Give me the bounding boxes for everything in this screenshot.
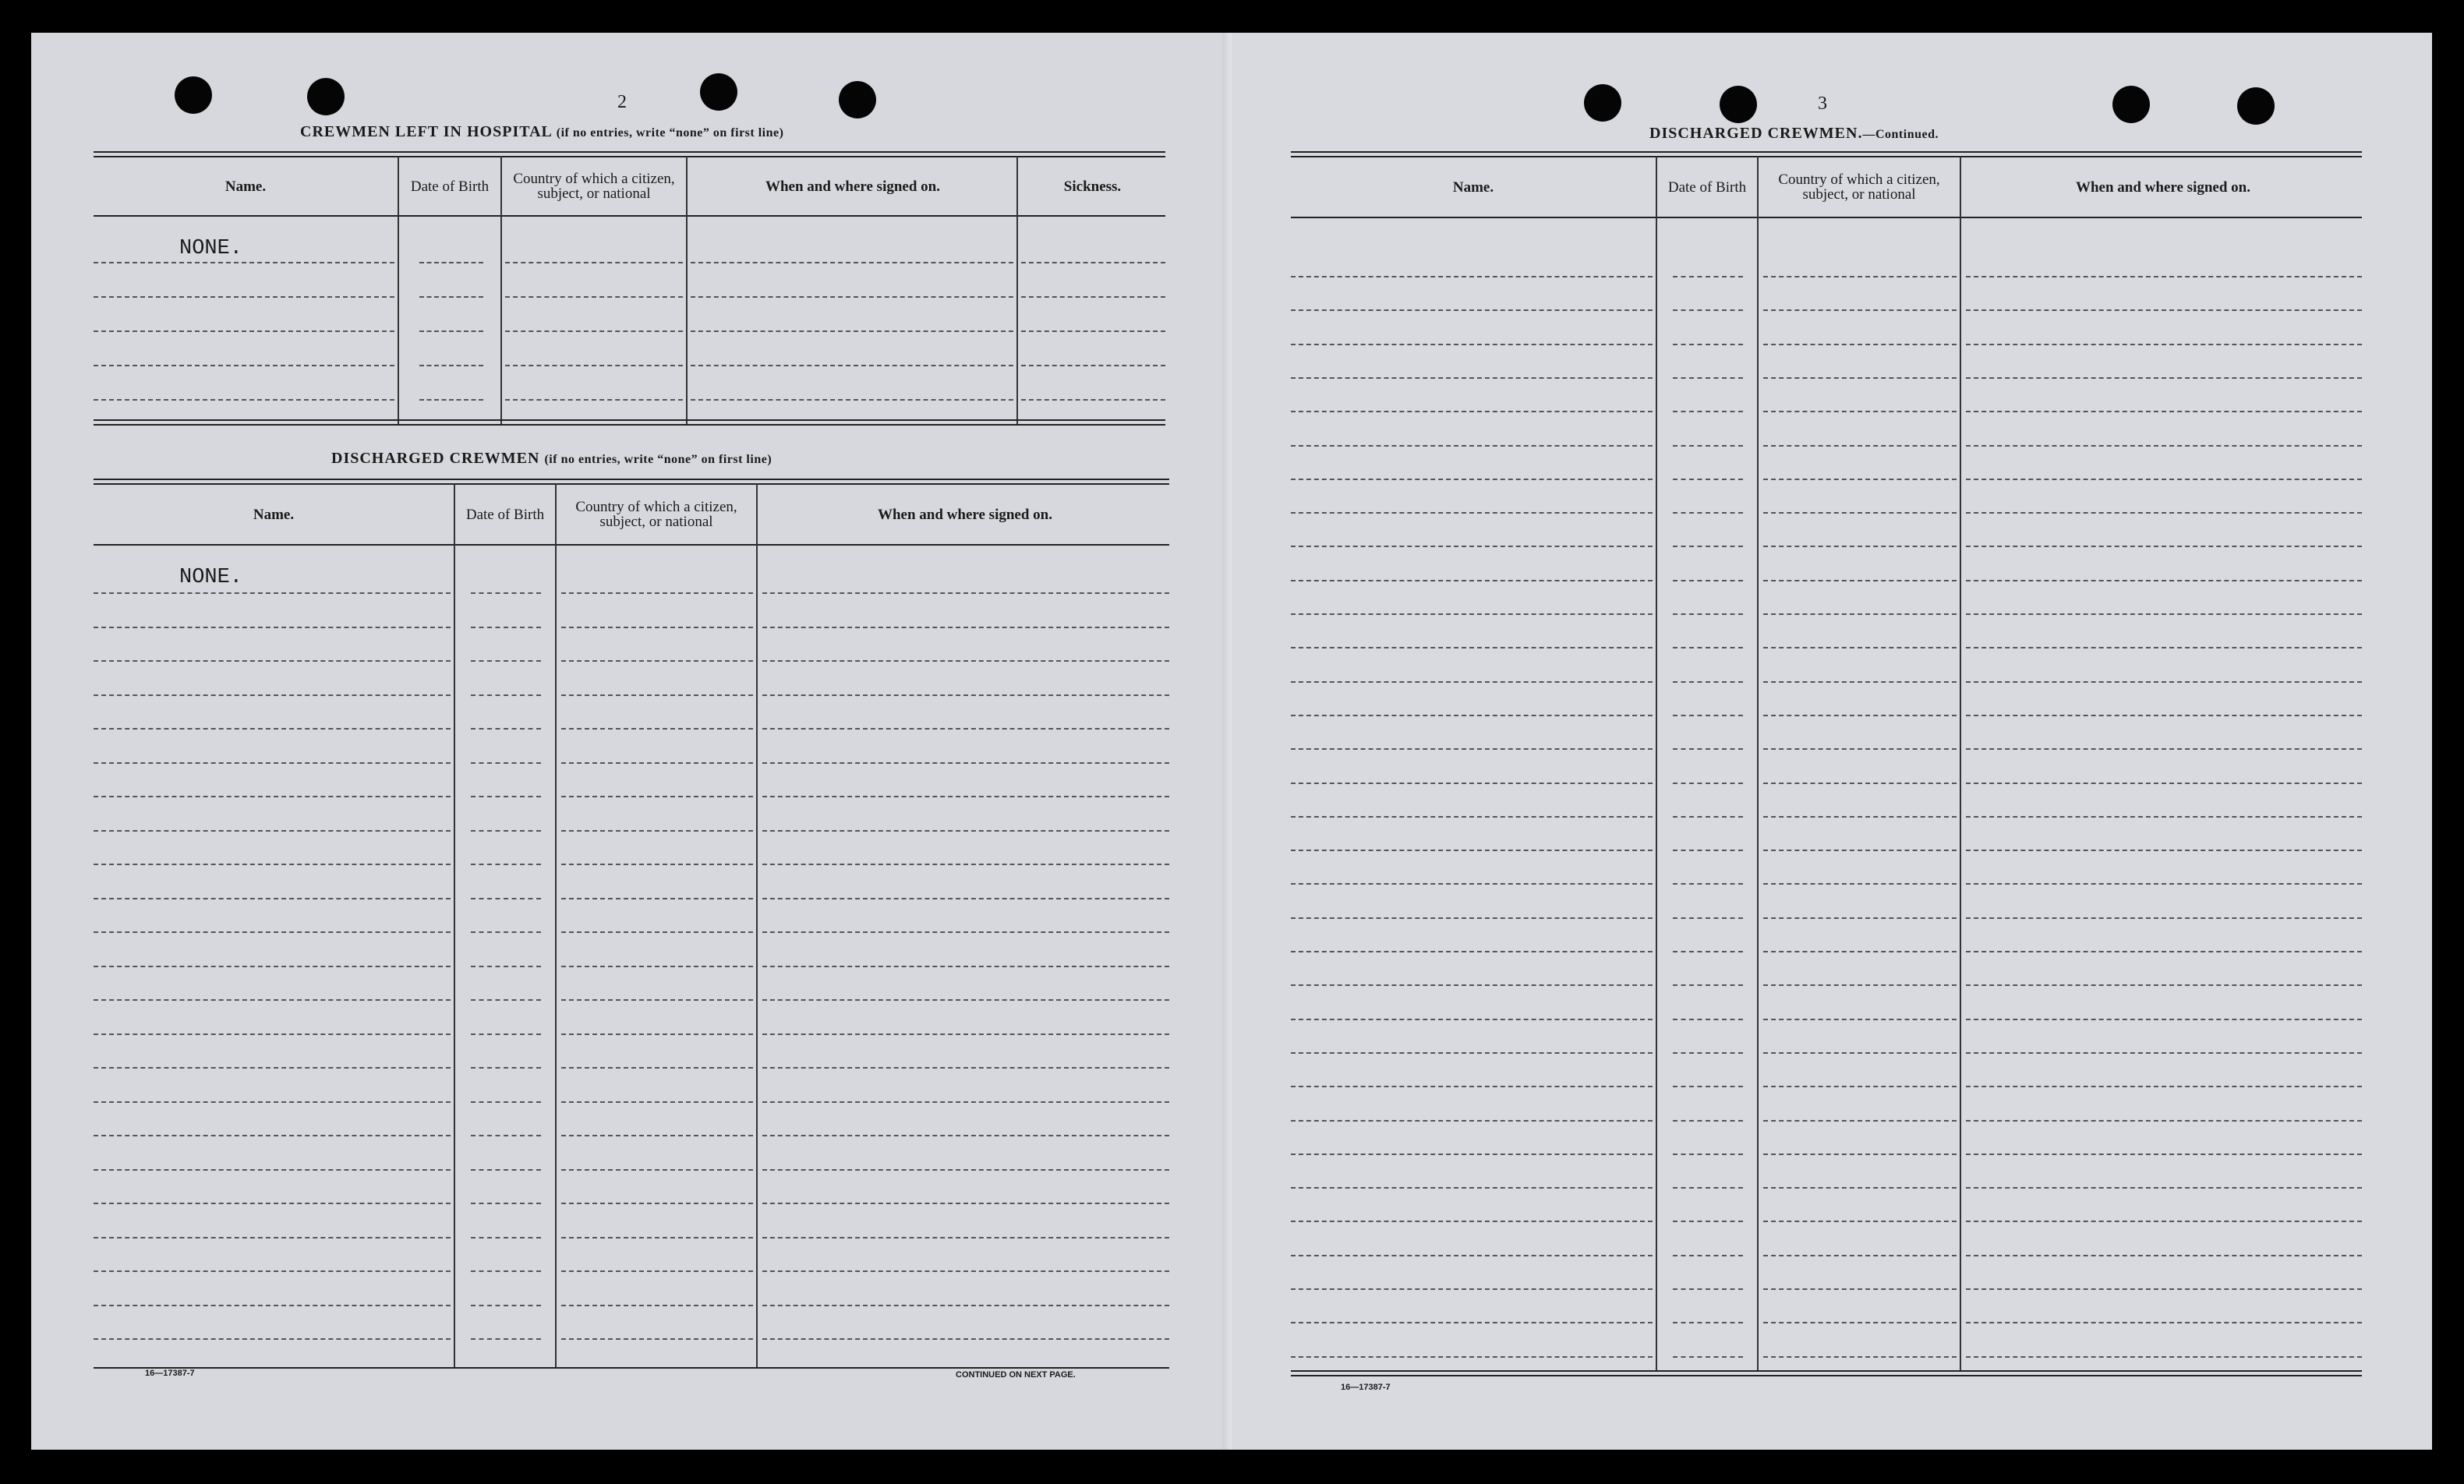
- ruled-row-line: [94, 966, 451, 967]
- ruled-row-line: [1966, 1120, 2362, 1122]
- punch-hole: [2112, 86, 2150, 123]
- ruled-row-line: [1673, 276, 1743, 277]
- ruled-row-line: [94, 660, 451, 662]
- ruled-row-line: [1763, 984, 1957, 986]
- ruled-row-line: [1966, 783, 2362, 784]
- ruled-row-line: [1763, 783, 1957, 784]
- col-header-date-of-birth: Date of Birth: [410, 178, 490, 195]
- ruled-row-line: [1763, 479, 1957, 480]
- ruled-row-line: [1291, 883, 1653, 885]
- ruled-row-line: [1966, 445, 2362, 447]
- ruled-row-line: [1966, 309, 2362, 311]
- ruled-row-line: [1673, 1120, 1743, 1122]
- ruled-row-line: [1673, 411, 1743, 412]
- ruled-row-line: [1291, 951, 1653, 952]
- ruled-row-line: [1673, 1255, 1743, 1256]
- ruled-row-line: [1966, 816, 2362, 818]
- ruled-row-line: [1291, 445, 1653, 447]
- ruled-row-line: [561, 1203, 753, 1204]
- ruled-row-line: [762, 999, 1169, 1001]
- ruled-row-line: [762, 660, 1169, 662]
- ruled-row-line: [94, 1067, 451, 1069]
- ruled-row-line: [1966, 1154, 2362, 1155]
- col-header-country: Country of which a citizen, subject, or national: [1778, 171, 1940, 203]
- ruled-row-line: [1291, 344, 1653, 345]
- ruled-row-line: [1673, 377, 1743, 379]
- ruled-row-line: [94, 1338, 451, 1340]
- ruled-row-line: [1763, 681, 1957, 683]
- ruled-row-line: [1966, 715, 2362, 716]
- punch-hole: [700, 73, 737, 111]
- ruled-row-line: [561, 627, 753, 628]
- col-header-date-of-birth: Date of Birth: [1667, 178, 1747, 196]
- ruled-row-line: [1673, 883, 1743, 885]
- ruled-row-line: [471, 1338, 541, 1340]
- ruled-row-line: [94, 796, 451, 797]
- discharged-continued-title: DISCHARGED CREWMEN.—Continued.: [1649, 125, 1939, 142]
- col-header-signed-on: When and where signed on.: [765, 178, 940, 195]
- ruled-row-line: [1966, 344, 2362, 345]
- ruled-row-line: [1966, 276, 2362, 277]
- ruled-row-line: [1291, 917, 1653, 919]
- ruled-row-line: [94, 999, 451, 1001]
- ruled-row-line: [561, 830, 753, 832]
- discharged-table: [94, 479, 1169, 1398]
- punch-hole: [2237, 87, 2275, 125]
- col-header-date-of-birth: Date of Birth: [465, 506, 545, 523]
- ruled-row-line: [1763, 546, 1957, 547]
- hospital-table: [94, 151, 1165, 463]
- ruled-row-line: [471, 660, 541, 662]
- ruled-row-line: [1291, 783, 1653, 784]
- ruled-row-line: [1291, 580, 1653, 581]
- ruled-row-line: [762, 966, 1169, 967]
- ruled-row-line: [471, 728, 541, 730]
- ruled-row-line: [1966, 681, 2362, 683]
- col-header-country: Country of which a citizen, subject, or national: [575, 499, 737, 530]
- form-code: 16—17387-7: [1341, 1383, 1391, 1392]
- ruled-row-line: [1966, 1221, 2362, 1222]
- ruled-row-line: [1966, 546, 2362, 547]
- ruled-row-line: [471, 762, 541, 764]
- ruled-row-line: [762, 898, 1169, 899]
- ruled-row-line: [1673, 917, 1743, 919]
- ruled-row-line: [1763, 512, 1957, 514]
- ruled-row-line: [94, 262, 394, 263]
- ruled-row-line: [94, 728, 451, 730]
- col-header-name: Name.: [224, 178, 267, 195]
- ruled-row-line: [1763, 1255, 1957, 1256]
- ruled-row-line: [1673, 951, 1743, 952]
- ruled-row-line: [561, 1270, 753, 1272]
- ruled-row-line: [94, 830, 451, 832]
- ruled-row-line: [1763, 816, 1957, 818]
- ruled-row-line: [561, 1305, 753, 1306]
- ruled-row-line: [1763, 917, 1957, 919]
- ruled-row-line: [1673, 1019, 1743, 1020]
- ruled-row-line: [94, 762, 451, 764]
- ruled-row-line: [1673, 681, 1743, 683]
- ruled-row-line: [94, 694, 451, 696]
- ruled-row-line: [1763, 1019, 1957, 1020]
- ruled-row-line: [1673, 613, 1743, 615]
- ruled-row-line: [1966, 512, 2362, 514]
- ruled-row-line: [94, 1169, 451, 1171]
- ruled-row-line: [471, 1034, 541, 1035]
- ruled-row-line: [1966, 377, 2362, 379]
- col-header-country: Country of which a citizen, subject, or national: [513, 171, 675, 202]
- page-number: 3: [1818, 94, 1827, 114]
- ruled-row-line: [1763, 951, 1957, 952]
- ruled-row-line: [1291, 647, 1653, 648]
- ruled-row-line: [1673, 512, 1743, 514]
- ruled-row-line: [1763, 445, 1957, 447]
- ruled-row-line: [419, 262, 483, 263]
- ruled-row-line: [1291, 1187, 1653, 1189]
- discharged-section-title: DISCHARGED CREWMEN (if no entries, write “none” on first line): [331, 450, 772, 467]
- ruled-row-line: [561, 898, 753, 899]
- ruled-row-line: [1021, 296, 1165, 298]
- ruled-row-line: [1966, 883, 2362, 885]
- ruled-row-line: [561, 999, 753, 1001]
- punch-hole: [1720, 86, 1757, 123]
- ruled-row-line: [471, 966, 541, 967]
- ruled-row-line: [94, 399, 394, 401]
- ruled-row-line: [561, 1135, 753, 1136]
- ruled-row-line: [1673, 1086, 1743, 1087]
- ruled-row-line: [691, 330, 1013, 332]
- hospital-section-title: CREWMEN LEFT IN HOSPITAL (if no entries, write “none” on first line): [300, 123, 784, 140]
- ruled-row-line: [419, 399, 483, 401]
- col-header-signed-on: When and where signed on.: [2075, 178, 2250, 196]
- ruled-row-line: [762, 864, 1169, 865]
- ruled-row-line: [762, 1338, 1169, 1340]
- ruled-row-line: [471, 830, 541, 832]
- ruled-row-line: [762, 931, 1169, 933]
- ruled-row-line: [1673, 344, 1743, 345]
- ruled-row-line: [1291, 613, 1653, 615]
- ruled-row-line: [691, 365, 1013, 366]
- ruled-row-line: [762, 1169, 1169, 1171]
- ruled-row-line: [471, 999, 541, 1001]
- ruled-row-line: [94, 330, 394, 332]
- ruled-row-line: [505, 330, 683, 332]
- ruled-row-line: [1673, 984, 1743, 986]
- ruled-row-line: [1291, 546, 1653, 547]
- col-header-signed-on: When and where signed on.: [877, 506, 1052, 523]
- ruled-row-line: [1291, 816, 1653, 818]
- ruled-row-line: [762, 1067, 1169, 1069]
- ruled-row-line: [1291, 1288, 1653, 1290]
- ruled-row-line: [1673, 783, 1743, 784]
- ruled-row-line: [1291, 1019, 1653, 1020]
- ruled-row-line: [1673, 479, 1743, 480]
- ruled-row-line: [1763, 850, 1957, 851]
- ruled-row-line: [1291, 1052, 1653, 1054]
- ruled-row-line: [1673, 546, 1743, 547]
- ruled-row-line: [1291, 748, 1653, 750]
- ruled-row-line: [1291, 512, 1653, 514]
- ruled-row-line: [1291, 1356, 1653, 1358]
- ruled-row-line: [94, 365, 394, 366]
- ruled-row-line: [1763, 377, 1957, 379]
- ruled-row-line: [1673, 309, 1743, 311]
- ruled-row-line: [1291, 715, 1653, 716]
- punch-hole: [1584, 84, 1621, 122]
- ruled-row-line: [762, 1203, 1169, 1204]
- ruled-row-line: [1966, 479, 2362, 480]
- ruled-row-line: [1763, 580, 1957, 581]
- ruled-row-line: [471, 627, 541, 628]
- ruled-row-line: [1763, 1187, 1957, 1189]
- ruled-row-line: [561, 796, 753, 797]
- ruled-row-line: [691, 399, 1013, 401]
- ruled-row-line: [762, 762, 1169, 764]
- ruled-row-line: [762, 1305, 1169, 1306]
- ruled-row-line: [1763, 1154, 1957, 1155]
- ruled-row-line: [1291, 1154, 1653, 1155]
- ruled-row-line: [1966, 647, 2362, 648]
- ruled-row-line: [94, 1270, 451, 1272]
- ruled-row-line: [505, 262, 683, 263]
- ruled-row-line: [561, 1237, 753, 1238]
- punch-hole: [175, 76, 212, 114]
- ruled-row-line: [1763, 344, 1957, 345]
- form-page-right: [1232, 33, 2432, 1450]
- ruled-row-line: [561, 1067, 753, 1069]
- ruled-row-line: [94, 1305, 451, 1306]
- ruled-row-line: [561, 728, 753, 730]
- ruled-row-line: [1966, 1086, 2362, 1087]
- ruled-row-line: [1291, 479, 1653, 480]
- ruled-row-line: [94, 864, 451, 865]
- ruled-row-line: [762, 796, 1169, 797]
- ruled-row-line: [561, 592, 753, 594]
- ruled-row-line: [561, 1101, 753, 1103]
- ruled-row-line: [762, 1270, 1169, 1272]
- ruled-row-line: [94, 296, 394, 298]
- ruled-row-line: [762, 1034, 1169, 1035]
- ruled-row-line: [94, 592, 451, 594]
- ruled-row-line: [1673, 580, 1743, 581]
- ruled-row-line: [1291, 1322, 1653, 1323]
- ruled-row-line: [471, 864, 541, 865]
- ruled-row-line: [1291, 1221, 1653, 1222]
- punch-hole: [307, 78, 345, 115]
- ruled-row-line: [1966, 1356, 2362, 1358]
- ruled-row-line: [561, 660, 753, 662]
- ruled-row-line: [561, 1169, 753, 1171]
- ruled-row-line: [94, 1135, 451, 1136]
- continued-note: CONTINUED ON NEXT PAGE.: [956, 1370, 1076, 1380]
- ruled-row-line: [762, 728, 1169, 730]
- ruled-row-line: [1673, 715, 1743, 716]
- ruled-row-line: [1763, 1322, 1957, 1323]
- ruled-row-line: [471, 1067, 541, 1069]
- ruled-row-line: [505, 296, 683, 298]
- form-code: 16—17387-7: [145, 1369, 195, 1378]
- ruled-row-line: [762, 694, 1169, 696]
- ruled-row-line: [419, 365, 483, 366]
- ruled-row-line: [561, 966, 753, 967]
- ruled-row-line: [471, 1101, 541, 1103]
- ruled-row-line: [1673, 1288, 1743, 1290]
- ruled-row-line: [561, 864, 753, 865]
- ruled-row-line: [1966, 1288, 2362, 1290]
- ruled-row-line: [1291, 1120, 1653, 1122]
- ruled-row-line: [1763, 1288, 1957, 1290]
- ruled-row-line: [1673, 850, 1743, 851]
- ruled-row-line: [1673, 1322, 1743, 1323]
- ruled-row-line: [94, 931, 451, 933]
- ruled-row-line: [561, 1034, 753, 1035]
- ruled-row-line: [1673, 1154, 1743, 1155]
- ruled-row-line: [1966, 1187, 2362, 1189]
- ruled-row-line: [691, 262, 1013, 263]
- ruled-row-line: [471, 694, 541, 696]
- ruled-row-line: [1763, 715, 1957, 716]
- ruled-row-line: [1966, 1255, 2362, 1256]
- ruled-row-line: [1966, 1052, 2362, 1054]
- ruled-row-line: [1966, 1322, 2362, 1323]
- ruled-row-line: [1021, 365, 1165, 366]
- ruled-row-line: [762, 592, 1169, 594]
- ruled-row-line: [1673, 647, 1743, 648]
- ruled-row-line: [1763, 309, 1957, 311]
- ruled-row-line: [1673, 816, 1743, 818]
- ruled-row-line: [419, 296, 483, 298]
- ruled-row-line: [471, 931, 541, 933]
- ruled-row-line: [1966, 951, 2362, 952]
- ruled-row-line: [1763, 883, 1957, 885]
- ruled-row-line: [1673, 748, 1743, 750]
- ruled-row-line: [1291, 850, 1653, 851]
- ruled-row-line: [471, 592, 541, 594]
- ruled-row-line: [1291, 1255, 1653, 1256]
- ruled-row-line: [1673, 1221, 1743, 1222]
- ruled-row-line: [561, 931, 753, 933]
- ruled-row-line: [1763, 748, 1957, 750]
- ruled-row-line: [762, 1237, 1169, 1238]
- ruled-row-line: [762, 1101, 1169, 1103]
- form-page-left: [31, 33, 1232, 1450]
- ruled-row-line: [1763, 1086, 1957, 1087]
- ruled-row-line: [1966, 984, 2362, 986]
- ruled-row-line: [1966, 1019, 2362, 1020]
- ruled-row-line: [1291, 276, 1653, 277]
- ruled-row-line: [1291, 984, 1653, 986]
- ruled-row-line: [1673, 1356, 1743, 1358]
- col-header-name: Name.: [1452, 178, 1494, 196]
- ruled-row-line: [762, 830, 1169, 832]
- ruled-row-line: [1763, 1356, 1957, 1358]
- ruled-row-line: [1673, 445, 1743, 447]
- ruled-row-line: [1673, 1187, 1743, 1189]
- ruled-row-line: [561, 1338, 753, 1340]
- ruled-row-line: [1966, 613, 2362, 615]
- ruled-row-line: [471, 1305, 541, 1306]
- ruled-row-line: [1291, 681, 1653, 683]
- ruled-row-line: [94, 1203, 451, 1204]
- ruled-row-line: [561, 762, 753, 764]
- ruled-row-line: [94, 627, 451, 628]
- ruled-row-line: [471, 796, 541, 797]
- ruled-row-line: [762, 1135, 1169, 1136]
- ruled-row-line: [1291, 309, 1653, 311]
- ruled-row-line: [561, 694, 753, 696]
- ruled-row-line: [1021, 399, 1165, 401]
- ruled-row-line: [1021, 262, 1165, 263]
- page-number: 2: [617, 92, 627, 112]
- ruled-row-line: [1763, 411, 1957, 412]
- ruled-row-line: [471, 1237, 541, 1238]
- ruled-row-line: [471, 1203, 541, 1204]
- ruled-row-line: [471, 898, 541, 899]
- ruled-row-line: [762, 627, 1169, 628]
- ruled-row-line: [505, 365, 683, 366]
- ruled-row-line: [1763, 613, 1957, 615]
- ruled-row-line: [1763, 1120, 1957, 1122]
- col-header-name: Name.: [253, 506, 295, 523]
- ruled-row-line: [1763, 1221, 1957, 1222]
- discharged-continued-table: [1291, 151, 2362, 1383]
- ruled-row-line: [471, 1135, 541, 1136]
- ruled-row-line: [1763, 647, 1957, 648]
- ruled-row-line: [1966, 580, 2362, 581]
- ruled-row-line: [94, 1237, 451, 1238]
- ruled-row-line: [94, 898, 451, 899]
- ruled-row-line: [505, 399, 683, 401]
- ruled-row-line: [1673, 1052, 1743, 1054]
- ruled-row-line: [419, 330, 483, 332]
- ruled-row-line: [1021, 330, 1165, 332]
- ruled-row-line: [1291, 1086, 1653, 1087]
- ruled-row-line: [94, 1034, 451, 1035]
- ruled-row-line: [1966, 850, 2362, 851]
- ruled-row-line: [1966, 748, 2362, 750]
- hospital-entry-none: NONE.: [179, 237, 243, 260]
- ruled-row-line: [1763, 1052, 1957, 1054]
- ruled-row-line: [1763, 276, 1957, 277]
- ruled-row-line: [471, 1169, 541, 1171]
- col-header-sickness: Sickness.: [1063, 178, 1122, 195]
- ruled-row-line: [1966, 917, 2362, 919]
- ruled-row-line: [1966, 411, 2362, 412]
- ruled-row-line: [1291, 377, 1653, 379]
- punch-hole: [839, 81, 876, 118]
- ruled-row-line: [1291, 411, 1653, 412]
- ruled-row-line: [471, 1270, 541, 1272]
- ruled-row-line: [691, 296, 1013, 298]
- ruled-row-line: [94, 1101, 451, 1103]
- discharged-entry-none: NONE.: [179, 566, 243, 589]
